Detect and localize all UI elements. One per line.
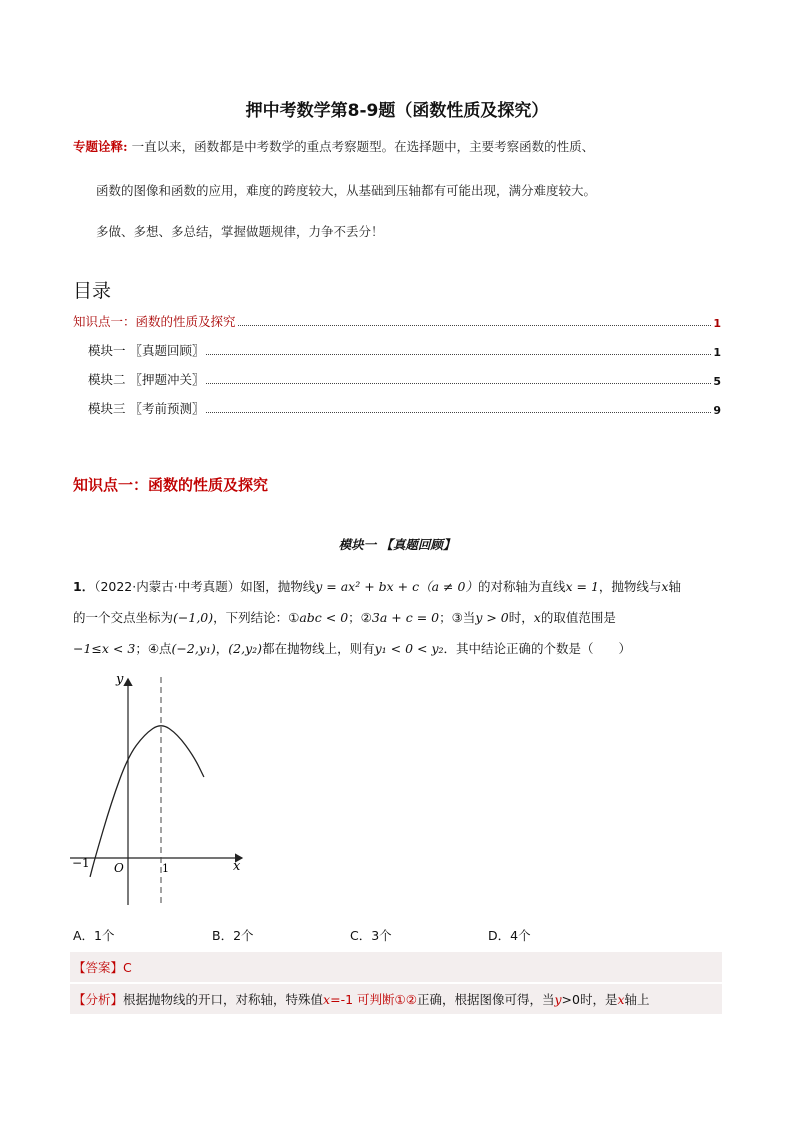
toc-leader	[206, 354, 711, 355]
toc-item-page: 1	[713, 317, 721, 330]
conclusion-1: abc < 0	[299, 610, 349, 625]
analysis-text: >0时，是	[561, 992, 618, 1007]
math-var: x	[617, 992, 625, 1007]
toc-item-label: 知识点一：函数的性质及探究	[73, 314, 236, 329]
parabola-curve	[90, 726, 204, 877]
one-label: 1	[162, 862, 169, 875]
option-a[interactable]: A．1个	[73, 928, 115, 943]
question-text: ．其中结论正确的个数是（ ）	[443, 641, 632, 656]
question-text: ，	[215, 641, 229, 656]
toc-item-label: 模块二 〖押题冲关〗	[88, 372, 205, 387]
toc-item-module-1[interactable]	[88, 341, 721, 359]
math-var: y	[554, 992, 562, 1007]
question-text: ；④点	[135, 641, 172, 656]
origin-label: O	[114, 861, 124, 875]
toc-item-label: 模块三 〖考前预测〗	[88, 401, 205, 416]
range-expression: −1≤x < 3	[73, 641, 136, 656]
toc-leader	[206, 383, 711, 384]
toc-leader	[238, 325, 712, 326]
option-c[interactable]: C．3个	[350, 928, 392, 943]
intro-line-1: 专题诠释: 一直以来，函数都是中考数学的重点考察题型。在选择题中，主要考察函数的性质、	[73, 139, 595, 154]
toc-leader	[206, 412, 711, 413]
answer-value: C	[123, 960, 132, 975]
analysis-text: =-1 可判断	[330, 992, 395, 1007]
analysis-label: 【分析】	[73, 992, 124, 1007]
conclusion-4: y₁ < 0 < y₂	[374, 641, 444, 656]
math-var: x	[661, 579, 669, 594]
question-text: 的对称轴为直线	[477, 579, 566, 594]
question-text: ；③当	[439, 610, 476, 625]
question-text: ，抛物线与	[598, 579, 662, 594]
equation-axis: x = 1	[565, 579, 599, 594]
analysis-text: 根据抛物线的开口，对称轴，特殊值	[123, 992, 324, 1007]
toc-item-page: 9	[713, 404, 721, 417]
question-source: （2022·内蒙古·中考真题）	[94, 579, 241, 594]
intro-line-3: 多做、多想、多总结，掌握做题规律，力争不丢分！	[96, 224, 384, 239]
module-title: 模块一 【真题回顾】	[338, 537, 456, 552]
equation-parabola: y = ax² + bx + c（a ≠ 0）	[315, 579, 478, 594]
answer-line	[73, 958, 132, 976]
math-var: x	[533, 610, 541, 625]
x-axis-label: x	[233, 859, 241, 874]
toc-item-page: 5	[713, 375, 721, 388]
toc-item-module-2[interactable]	[88, 370, 721, 388]
parabola-graph	[60, 665, 260, 915]
point-1: (−2,y₁)	[171, 641, 216, 656]
question-text: 的取值范围是	[540, 610, 616, 625]
point-2: (2,y₂)	[228, 641, 263, 656]
circled-numbers: ①②	[394, 992, 417, 1007]
intersection-point: (−1,0)	[173, 610, 214, 625]
toc-item-section[interactable]	[73, 312, 721, 330]
intro-text-1: 一直以来，函数都是中考数学的重点考察题型。在选择题中，主要考察函数的性质、	[131, 139, 595, 154]
section-title: 知识点一：函数的性质及探究	[73, 476, 269, 494]
answer-box	[70, 952, 722, 982]
toc-item-module-3[interactable]	[88, 399, 721, 417]
question-line-3	[73, 639, 631, 657]
option-b[interactable]: B．2个	[212, 928, 254, 943]
math-var: x	[323, 992, 331, 1007]
answer-label: 【答案】	[73, 960, 124, 975]
question-text: 轴	[668, 579, 681, 594]
question-text: 如图，抛物线	[240, 579, 316, 594]
conclusion-2: 3a + c = 0	[371, 610, 440, 625]
question-text: ；②	[348, 610, 372, 625]
option-d[interactable]: D．4个	[488, 928, 531, 943]
toc-heading: 目录	[73, 280, 112, 302]
analysis-text: 正确，根据图像可得，当	[416, 992, 555, 1007]
neg-one-label: −1	[72, 856, 90, 870]
toc-item-label: 模块一 〖真题回顾〗	[88, 343, 205, 358]
question-line-2	[73, 608, 616, 626]
intro-line-2: 函数的图像和函数的应用，难度的跨度较大，从基础到压轴都有可能出现，满分难度较大。	[96, 183, 597, 198]
intro-label: 专题诠释	[73, 139, 124, 154]
page-title: 押中考数学第8-9题（函数性质及探究）	[245, 101, 549, 121]
analysis-text: 轴上	[624, 992, 650, 1007]
question-text: ，下列结论：①	[213, 610, 300, 625]
question-text: 都在抛物线上，则有	[262, 641, 375, 656]
question-text: 的一个交点坐标为	[73, 610, 174, 625]
question-text: 时，	[508, 610, 534, 625]
conclusion-3: y > 0	[475, 610, 509, 625]
toc-item-page: 1	[713, 346, 721, 359]
y-axis-label: y	[116, 672, 124, 687]
question-number: 1．	[73, 579, 95, 594]
analysis-line	[73, 990, 650, 1008]
question-line-1	[73, 577, 681, 595]
